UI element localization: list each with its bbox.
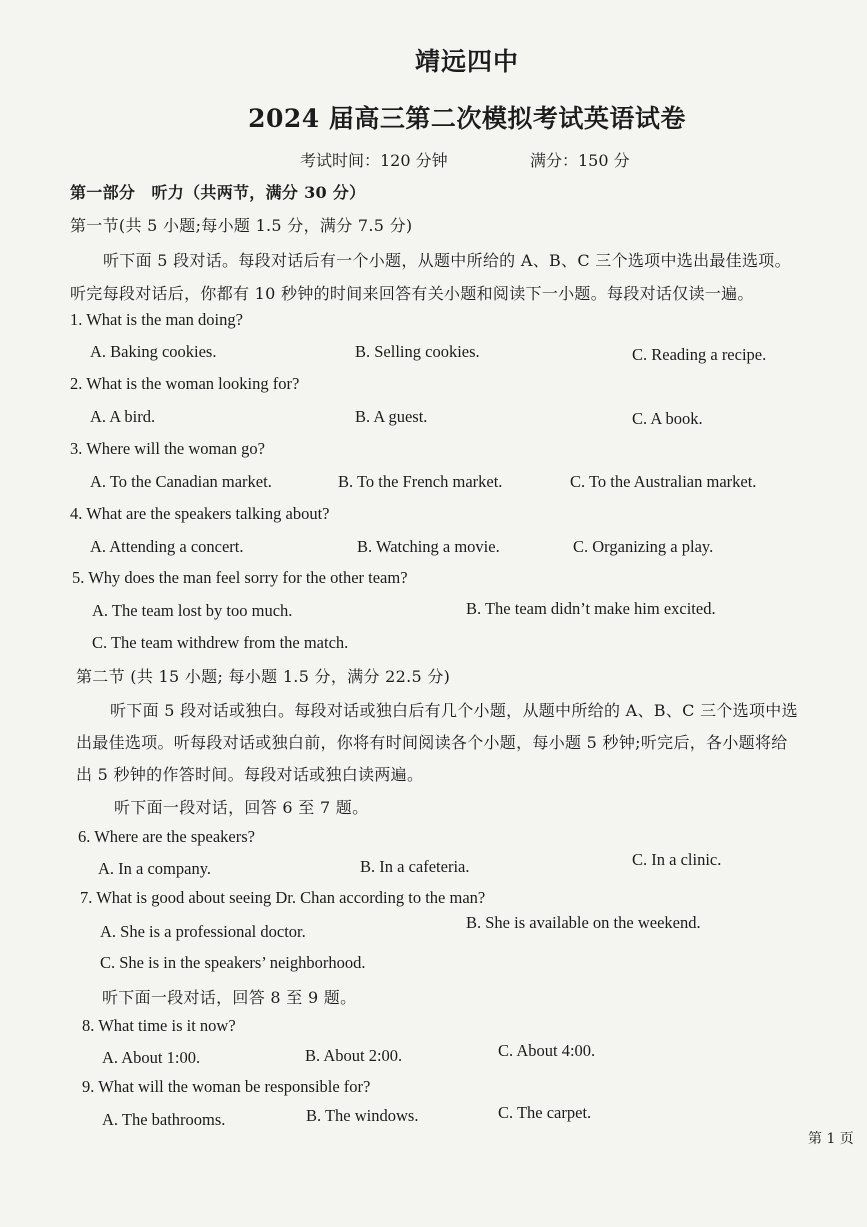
option-b: B. About 2:00.	[305, 1046, 403, 1065]
question-stem: 5. Why does the man feel sorry for the other team?	[72, 568, 408, 587]
option-a: A. In a company.	[98, 859, 212, 878]
option-a: A. Attending a concert.	[90, 537, 244, 556]
question-stem: 6. Where are the speakers?	[78, 827, 255, 846]
option-c: C. A book.	[632, 409, 703, 428]
option-b: B. Selling cookies.	[355, 342, 480, 361]
full-score: 满分：150 分	[530, 151, 630, 170]
section2-instructions: 听下面 5 段对话或独白。每段对话或独白后有几个小题，从题中所给的 A、B、C 三个选项中选	[110, 701, 798, 720]
school-name: 靖远四中	[414, 47, 519, 76]
section1-instructions: 听完每段对话后，你都有 10 秒钟的时间来回答有关小题和阅读下一小题。每段对话仅读一遍。	[70, 284, 754, 303]
option-c: C. The team withdrew from the match.	[92, 633, 349, 652]
option-c: C. The carpet.	[498, 1103, 592, 1122]
option-b: B. The team didn’t make him excited.	[466, 599, 716, 618]
option-a: A. A bird.	[90, 407, 156, 426]
option-a: A. The bathrooms.	[102, 1110, 226, 1129]
option-b: B. Watching a movie.	[357, 537, 500, 556]
option-b: B. A guest.	[355, 407, 428, 426]
question-stem: 3. Where will the woman go?	[70, 439, 265, 458]
section2-instructions: 出最佳选项。听每段对话或独白前，你将有时间阅读各个小题，每小题 5 秒钟;听完后，各小题将给	[76, 733, 788, 752]
exam-title: 2024 届高三第二次模拟考试英语试卷	[248, 104, 686, 133]
option-b: B. In a cafeteria.	[360, 857, 470, 876]
section1-heading: 第一节(共 5 小题;每小题 1.5 分，满分 7.5 分)	[70, 216, 413, 235]
question-stem: 2. What is the woman looking for?	[70, 374, 300, 393]
dialogue-prompt: 听下面一段对话，回答 8 至 9 题。	[102, 988, 357, 1007]
question-stem: 4. What are the speakers talking about?	[70, 504, 330, 523]
question-stem: 1. What is the man doing?	[70, 310, 243, 329]
page-number: 第 1 页	[808, 1131, 854, 1147]
option-c: C. Organizing a play.	[573, 537, 714, 556]
option-c: C. In a clinic.	[632, 850, 722, 869]
part1-heading: 第一部分 听力（共两节，满分 30 分）	[70, 183, 366, 202]
option-a: A. To the Canadian market.	[90, 472, 272, 491]
dialogue-prompt: 听下面一段对话，回答 6 至 7 题。	[114, 798, 369, 817]
option-b: B. She is available on the weekend.	[466, 913, 701, 932]
option-c: C. About 4:00.	[498, 1041, 596, 1060]
exam-time: 考试时间：120 分钟	[300, 151, 448, 170]
option-c: C. She is in the speakers’ neighborhood.	[100, 953, 366, 972]
option-a: A. About 1:00.	[102, 1048, 201, 1067]
option-b: B. To the French market.	[338, 472, 503, 491]
section1-instructions: 听下面 5 段对话。每段对话后有一个小题，从题中所给的 A、B、C 三个选项中选出最佳选项。	[103, 251, 791, 270]
question-stem: 9. What will the woman be responsible for?	[82, 1077, 371, 1096]
section2-heading: 第二节 (共 15 小题; 每小题 1.5 分，满分 22.5 分)	[76, 667, 451, 686]
option-c: C. Reading a recipe.	[632, 345, 767, 364]
option-a: A. She is a professional doctor.	[100, 922, 306, 941]
option-a: A. Baking cookies.	[90, 342, 217, 361]
option-b: B. The windows.	[306, 1106, 419, 1125]
option-c: C. To the Australian market.	[570, 472, 757, 491]
option-a: A. The team lost by too much.	[92, 601, 293, 620]
question-stem: 8. What time is it now?	[82, 1016, 236, 1035]
section2-instructions: 出 5 秒钟的作答时间。每段对话或独白读两遍。	[76, 765, 424, 784]
question-stem: 7. What is good about seeing Dr. Chan according to the man?	[80, 888, 486, 907]
